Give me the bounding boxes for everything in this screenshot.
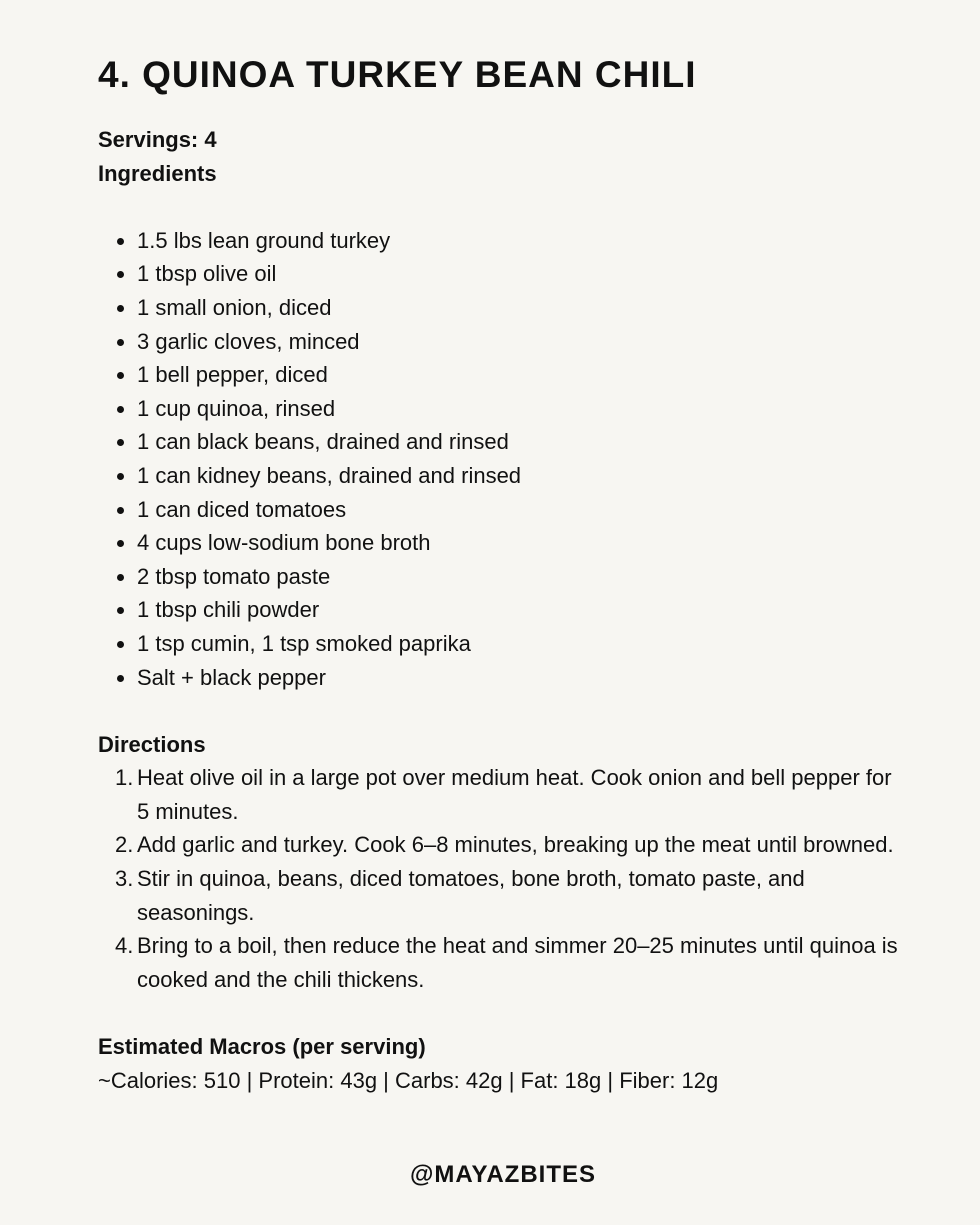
ingredients-heading: Ingredients (98, 160, 217, 186)
ingredient-item: 1 tsp cumin, 1 tsp smoked paprika (98, 627, 898, 661)
ingredient-item: 1 cup quinoa, rinsed (98, 392, 898, 426)
step-text: Add garlic and turkey. Cook 6–8 minutes, breaking up the meat until browned. (137, 832, 894, 858)
directions-list (98, 761, 898, 996)
step-text: Heat olive oil in a large pot over medium heat. Cook onion and bell pepper for 5 minutes. (137, 765, 892, 824)
spacer (98, 694, 898, 728)
directions-heading: Directions (98, 731, 206, 757)
social-handle: @MAYAZBITES (410, 1161, 596, 1188)
ingredient-item: 1 tbsp olive oil (98, 257, 898, 291)
ingredients-list (98, 224, 898, 694)
ingredient-item: 1 can black beans, drained and rinsed (98, 425, 898, 459)
direction-step (98, 929, 898, 996)
servings-label: Servings: 4 (98, 127, 217, 152)
step-text: Bring to a boil, then reduce the heat and simmer 20–25 minutes until quinoa is cooked and the chili thickens. (137, 933, 898, 992)
ingredient-item: 4 cups low-sodium bone broth (98, 526, 898, 560)
step-number: 3. (115, 866, 134, 892)
ingredient-item: Salt + black pepper (98, 661, 898, 695)
macros-text: ~Calories: 510 | Protein: 43g | Carbs: 42g | Fat: 18g | Fiber: 12g (98, 1067, 719, 1093)
ingredient-item: 2 tbsp tomato paste (98, 560, 898, 594)
ingredient-item: 3 garlic cloves, minced (98, 325, 898, 359)
step-number: 1. (115, 765, 134, 791)
step-text: Stir in quinoa, beans, diced tomatoes, bone broth, tomato paste, and seasonings. (137, 866, 805, 925)
spacer (98, 190, 898, 224)
direction-step (98, 761, 898, 828)
macros-heading: Estimated Macros (per serving) (98, 1034, 426, 1060)
spacer (98, 996, 898, 1030)
step-number: 2. (115, 832, 134, 858)
ingredient-item: 1 can diced tomatoes (98, 493, 898, 527)
ingredient-item: 1 can kidney beans, drained and rinsed (98, 459, 898, 493)
direction-step (98, 828, 898, 862)
recipe-title: 4. QUINOA TURKEY BEAN CHILI (98, 54, 697, 95)
ingredient-item: 1 small onion, diced (98, 291, 898, 325)
ingredient-item: 1 tbsp chili powder (98, 593, 898, 627)
direction-step (98, 862, 898, 929)
ingredient-item: 1 bell pepper, diced (98, 358, 898, 392)
step-number: 4. (115, 933, 134, 959)
recipe-content (98, 123, 898, 1097)
ingredient-item: 1.5 lbs lean ground turkey (98, 224, 898, 258)
